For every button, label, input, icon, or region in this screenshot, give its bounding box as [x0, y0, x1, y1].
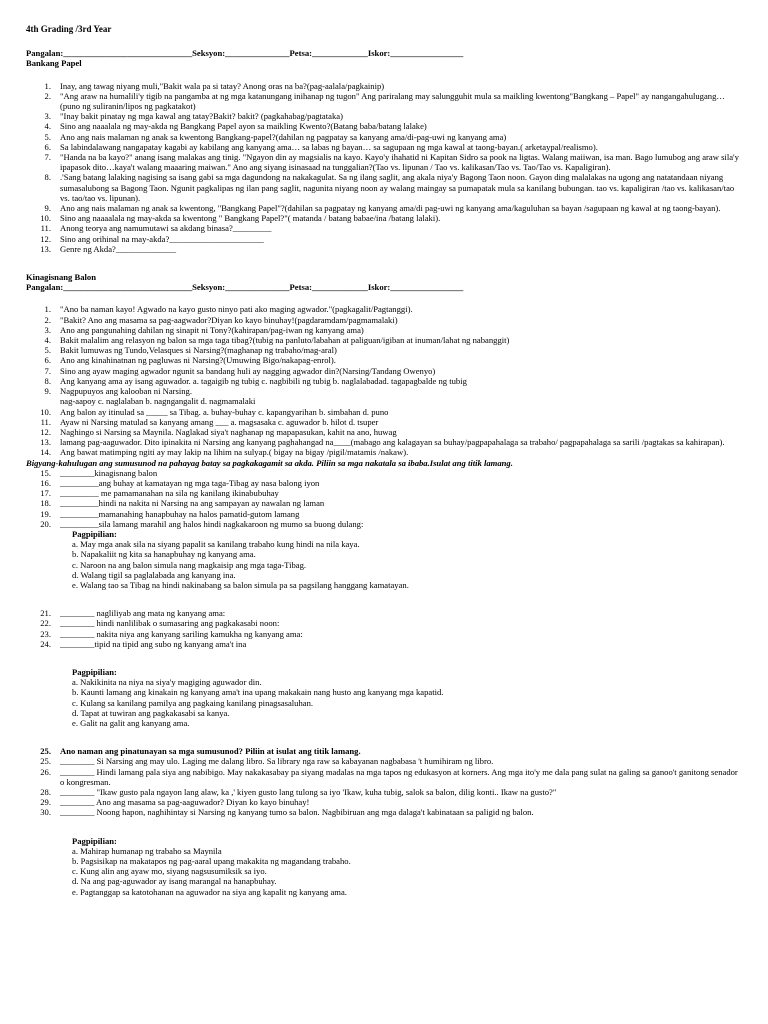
bankang-papel-questions: [26, 81, 742, 254]
question-item: [26, 509, 742, 519]
question-text: Ang balon ay itinulad sa _____ sa Tibag. a. buhay-buhay c. kapangyarihan b. simbahan d. puno: [60, 406, 389, 417]
question-number: 2.: [44, 90, 51, 101]
question-item: [26, 417, 742, 427]
question-number: 25.: [40, 756, 51, 767]
question-text: Ang bawat matimping ngiti ay may lakip na lihim na sulyap.( bigay na bigay /pigil/matamis /nakaw).: [60, 447, 409, 458]
question-number: 23.: [40, 628, 51, 639]
question-item: [26, 335, 742, 345]
question-text: _________ang buhay at kamatayan ng mga taga-Tibag ay nasa balong iyon: [60, 477, 320, 488]
question-number: 6.: [44, 141, 51, 152]
question-item: [26, 498, 742, 508]
question-number: 29.: [40, 797, 51, 808]
question-number: 28.: [40, 787, 51, 797]
question-text: Naghingo si Narsing sa Maynila. Naglakad siya't naghanap ng mapapasukan, kahit na ano, huwag: [60, 426, 397, 437]
question-number: 14.: [40, 447, 51, 458]
choice-option: a. Nakikinita na niya na siya'y magiging aguwador din.: [72, 677, 262, 688]
question-text: ________ Noong hapon, naghihintay si Narsing ng kanyang tumo sa balon. Nagbibiruan ang mga dalaga't kabinataan sa paligid ng balon.: [60, 807, 534, 818]
question-text: _________hindi na nakita ni Narsing na ang sampayan ay nawalan ng laman: [60, 498, 325, 509]
question-item: [26, 427, 742, 437]
question-number: 18.: [40, 498, 51, 509]
question-number: 11.: [40, 416, 51, 427]
question-item: [26, 618, 742, 628]
question-item: [26, 345, 742, 355]
choice-option: d. Tapat at tuwiran ang pagkakasabi sa kanya.: [72, 707, 230, 718]
question-text: Genre ng Akda?______________: [60, 243, 176, 254]
question-number: 16.: [40, 477, 51, 488]
question-number: [26, 396, 60, 406]
question-text: Sino ang naaaalala ng may-akda sa kwentong " Bangkang Papel?"( matanda / batang babae/ina /batang lalaki).: [60, 213, 441, 224]
question-number: 24.: [40, 638, 51, 649]
choices-block-1: [72, 529, 742, 590]
question-text: Ano ang pangunahing dahilan ng sinapit ni Tony?(kahirapan/pag-iwan ng kanyang ama): [60, 324, 364, 335]
choice-option: c. Naroon na ang balon simula nang magkaisip ang mga taga-Tibag.: [72, 559, 307, 570]
question-text: ________ Hindi lamang pala siya ang nabibigo. May nakakasabay pa siyang madalas na mga tapos ng edukasyon at korners. Ang mga ito'y me dala pang sulat na galing sa ganoo't ganitong senador o kongresman.: [60, 766, 738, 787]
question-item: [26, 447, 742, 457]
question-number: 7.: [44, 152, 51, 163]
kinagisnang-balon-questions: [26, 304, 742, 457]
section-title-kinagisnang-balon: Kinagisnang Balon: [26, 272, 96, 283]
question-item: [26, 376, 742, 386]
question-item: [26, 396, 742, 406]
question-item: [26, 797, 742, 807]
question-text: ________ nakita niya ang kanyang sariling kamukha ng kanyang ama:: [60, 628, 303, 639]
question-number: 12.: [40, 233, 51, 244]
question-text: Ang kanyang ama ay isang aguwador. a. tagaigib ng tubig c. nagbibili ng tubig b. naglalabadad. tagapagbalde ng tubig: [60, 375, 467, 386]
question-item: [26, 152, 742, 172]
question-text: "Bakit? Ano ang masama sa pag-aagwador?Diyan ko kayo binuhay!(pagdaramdam/pagmamalaki): [60, 314, 398, 325]
question-number: 7.: [44, 365, 51, 376]
choice-option: d. Na ang pag-aguwador ay isang marangal na hanapbuhay.: [72, 876, 277, 887]
question-text: Sino ang ayaw maging agwador ngunit sa bandang huli ay nagging agwador din?(Narsing/Tandang Owenyo): [60, 365, 436, 376]
question-item: [26, 325, 742, 335]
question-number: 10.: [40, 213, 51, 224]
question-number: 19.: [40, 508, 51, 519]
choice-option: c. Kulang sa kanilang pamilya ang pagkaing kanilang pinagsasaluhan.: [72, 697, 314, 708]
question-text: Sino ang naaalala ng may-akda ng Bangkang Papel ayon sa maikling Kwento?(Batang baba/batang lalake): [60, 121, 427, 132]
question-number: 8.: [44, 375, 51, 386]
choice-option: b. Kaunti lamang ang kinakain ng kanyang ama't ina upang makakain nang husto ang kanyang mga kapatid.: [72, 687, 444, 698]
question-number: 15.: [40, 467, 51, 478]
question-text: Ano ang nais malaman ng anak sa kwentong, "Bangkang Papel"?(dahilan sa pagpatay ng kanyang ama/di pag-uwi ng kanyang ama/kaguluhan sa bayan /sagupaan ng kawal at ng taong-bayan).: [60, 203, 721, 214]
question-item: [26, 234, 742, 244]
proof-items-25-30: [26, 756, 742, 817]
question-number: 4.: [44, 335, 51, 346]
question-number: 1.: [44, 80, 51, 91]
question-item: [26, 478, 742, 488]
question-item: [26, 366, 742, 376]
worksheet-page: [26, 24, 742, 897]
choice-option: d. Walang tigil sa paglalabada ang kanyang ina.: [72, 569, 236, 580]
question-text: Inay, ang tawag niyang muli,"Bakit wala pa si tatay? Anong oras na ba?(pag-aalala/pagkainip): [60, 80, 385, 91]
question-item: [26, 639, 742, 649]
question-number: 20.: [40, 518, 51, 529]
question-item: [26, 244, 742, 254]
question-number: 10.: [40, 406, 51, 417]
meaning-items-15-20: [26, 468, 742, 529]
instruction-proof-row: 25. Ano naman ang pinatunayan sa mga sumusunod? Piliin at isulat ang titik lamang.: [26, 746, 742, 756]
question-item: [26, 355, 742, 365]
question-item: [26, 172, 742, 203]
question-item: [26, 807, 742, 817]
question-number: 4.: [44, 121, 51, 132]
question-number: 30.: [40, 807, 51, 818]
question-number: 3.: [44, 111, 51, 122]
question-item: [26, 437, 742, 447]
question-text: "Ano ba naman kayo! Agwado na kayo gusto ninyo pati ako maging agwador."(pagkagalit/Pagtanggi).: [60, 304, 413, 315]
question-number: 3.: [44, 324, 51, 335]
question-text: Bakit malalim ang relasyon ng balon sa mga taga tibag?(tubig na panluto/labahan at paliguan/igiban at inuman/lahat ng nabanggit): [60, 335, 510, 346]
question-text: lamang pag-aaguwador. Dito ipinakita ni Narsing ang kanyang paghahangad na____(mabago ang kalagayan sa buhay/pagpapahalaga sa trabaho/ pagpapahalaga sa sarili /pagtakas sa kahirapan).: [60, 437, 725, 448]
choices-title: Pagpipilian:: [72, 528, 117, 539]
question-number: 13.: [40, 243, 51, 254]
question-item: [26, 223, 742, 233]
question-text: ________ hindi nanlilibak o sumasaring ang pagkakasabi noon:: [60, 618, 280, 629]
student-fields-line: Pangalan:______________________________Seksyon:_______________Petsa:_____________Iskor:_________________: [26, 48, 464, 59]
choice-option: e. Pagtanggap sa katotohanan na aguwador na siya ang kapalit ng kanyang ama.: [72, 886, 347, 897]
choices-block-2: [72, 667, 742, 728]
question-item: [26, 132, 742, 142]
question-item: [26, 629, 742, 639]
choices-block-3: [72, 836, 742, 897]
choices-title: Pagpipilian:: [72, 835, 117, 846]
question-number: 9.: [44, 386, 51, 397]
question-text: "Handa na ba kayo?" anang isang malakas ang tinig. "Ngayon din ay magsialis na kayo. Kayo'y ihahatid ni Kapitan Sidro sa pook na ligtas. Walang maiiwan, isa man. Bago lumubog ang araw sila'y ipapasok dito…kaya't walang maaaring maiwan." Ano ang siyang isinasaad na tunggalian?(Tao vs. lipunan / Tao vs. kalikasan/Tao vs. Tao/Tao vs. Kapaligiran).: [60, 152, 739, 173]
question-text: _________mamanahing hanapbuhay na halos pamatid-gutom lamang: [60, 508, 300, 519]
question-number: 5.: [44, 131, 51, 142]
question-number: 22.: [40, 618, 51, 629]
question-text: ________ nagliliyab ang mata ng kanyang ama:: [60, 608, 226, 619]
question-item: [26, 213, 742, 223]
question-text: _________sila lamang marahil ang halos hindi nagkakaroon ng mumo sa buong dulang:: [60, 518, 364, 529]
question-text: _________ me pamamanahan na sila ng kanilang ikinabubuhay: [60, 488, 279, 499]
question-text: Sa labindalawang nangapatay kagabi ay kabilang ang kanyang ama… sa labas ng bayan… sa sagupaan ng mga kawal at taong-bayan.( arketaypal/realismo).: [60, 141, 598, 152]
choice-option: c. Kung alin ang ayaw mo, siyang nagsusumiksik sa iyo.: [72, 866, 267, 877]
question-number: 5.: [44, 345, 51, 356]
question-number: 2.: [44, 314, 51, 325]
question-item: [26, 315, 742, 325]
question-text: ________kinagisnang balon: [60, 467, 158, 478]
question-text: Bakit lumuwas ng Tundo,Velasques si Narsing?(maghanap ng trabaho/mag-aral): [60, 345, 337, 356]
question-text: "Inay bakit pinatay ng mga kawal ang tatay?Bakit? bakit? (pagkahabag/pagtataka): [60, 111, 343, 122]
question-text: ________ Ano ang masama sa pag-aaguwador? Diyan ko kayo binuhay!: [60, 797, 310, 808]
question-item: [26, 468, 742, 478]
question-number: 17.: [40, 488, 51, 499]
instruction-proof: Ano naman ang pinatunayan sa mga sumusunod? Piliin at isulat ang titik lamang.: [60, 746, 361, 757]
question-text: Sino ang orihinal na may-akda?______________________: [60, 233, 264, 244]
grading-header: 4th Grading /3rd Year: [26, 24, 112, 34]
question-item: [26, 91, 742, 111]
meaning-items-21-24: [26, 608, 742, 649]
question-item: [26, 121, 742, 131]
choice-option: a. May mga anak sila na siyang papalit sa kanilang trabaho kung hindi na nila kaya.: [72, 539, 360, 550]
question-item: [26, 304, 742, 314]
choice-option: e. Walang tao sa Tibag na hindi nakinabang sa balon simula pa sa pagsilang hanggang kamatayan.: [72, 579, 409, 590]
question-text: Nagpupuyos ang kalooban ni Narsing.: [60, 386, 192, 397]
question-item: [26, 767, 742, 787]
question-item: [26, 519, 742, 529]
question-number: 1.: [44, 304, 51, 315]
student-fields-line-2: Pangalan:______________________________Seksyon:_______________Petsa:_____________Iskor:_________________: [26, 282, 464, 293]
question-text: ________ Si Narsing ang may ulo. Laging me dalang libro. Sa library nga raw sa kabayanan nagbabasa 't humihiram ng libro.: [60, 756, 494, 767]
choices-title: Pagpipilian:: [72, 666, 117, 677]
section-title-bankang-papel: Bankang Papel: [26, 58, 82, 69]
question-number: 12.: [40, 426, 51, 437]
question-text: Ano ang nais malaman ng anak sa kwentong Bangkang-papel?(dahilan ng pagpatay sa kanyang ama/di-pag-uwi ng kanyang ama): [60, 131, 507, 142]
question-item: [26, 756, 742, 766]
question-item: [26, 407, 742, 417]
question-text: Anong teorya ang namumutawi sa akdang binasa?_________: [60, 223, 272, 234]
question-number: 11.: [40, 223, 51, 234]
question-number: 21.: [40, 608, 51, 619]
question-text: Ayaw ni Narsing matulad sa kanyang amang ___ a. magsasaka c. aguwador b. hilot d. tsuper: [60, 416, 379, 427]
question-number: 9.: [44, 203, 51, 214]
question-item: [26, 386, 742, 396]
choice-option: b. Pagsisikap na makatapos ng pag-aaral upang makakita ng magandang trabaho.: [72, 856, 351, 867]
question-text: ________ "Ikaw gusto pala ngayon lang alaw, ka ,' kiyen gusto lang tulong sa iyo 'Ikaw, kuha tubig, salok sa balon, dilig konti.. Ikaw na gusto?": [60, 787, 557, 797]
question-item: [26, 111, 742, 121]
question-text: nag-aapoy c. naglalaban b. nagngangalit d. nagmamalaki: [60, 396, 256, 407]
question-number: 8.: [44, 172, 51, 183]
question-item: [26, 203, 742, 213]
question-item: [26, 787, 742, 797]
question-text: "Ang araw na humalili'y tigib na pangamba at ng mga katanungang inihanap ng tugon" Ang pariralang may salungguhit mula sa maikling kwentong"Bangkang – Papel" ay nangangahulugang…(puno ng suliranin/lipos ng pagkatakot): [60, 90, 725, 112]
question-text: Ano ang kinahinatnan ng pagluwas ni Narsing?(Umuwing Bigo/nakapag-enrol).: [60, 355, 336, 366]
question-number: 6.: [44, 355, 51, 366]
choice-option: e. Galit na galit ang kanyang ama.: [72, 717, 190, 728]
question-item: [26, 142, 742, 152]
choice-option: b. Napakaliit ng kita sa hanapbuhay ng kanyang ama.: [72, 549, 256, 560]
question-item: [26, 488, 742, 498]
question-text: ________tipid na tipid ang subo ng kanyang ama't ina: [60, 638, 247, 649]
question-item: [26, 608, 742, 618]
question-number: 13.: [40, 437, 51, 448]
question-number: 26.: [40, 766, 51, 777]
instruction-meaning: Bigyang-kahulugan ang sumusunod na pahayag batay sa pagkakagamit sa akda. Piliin sa mga nakatala sa ibaba.Isulat ang titik lamang.: [26, 457, 513, 468]
question-text: .'Sang batang lalaking nagising sa isang gabi sa mga dagundong na nakakagulat. Sa ng ilang saglit, ang akala niya'y Bagong Taon noon. Gayon ding malalakas na ugong ang natatandaan niyang sumasalubong sa Bagong Taon. Ngunit pagkalipas ng ilan pang saglit, nagunita niyang noon ay walang maingay sa pumapatak mula sa kanilang bubungan. tao vs. kapaligiran /tao vs. kalikasan/tao vs. tao/tao vs. lipunan).: [60, 172, 735, 203]
choice-option: a. Mahirap humanap ng trabaho sa Maynila: [72, 845, 222, 856]
question-item: [26, 81, 742, 91]
